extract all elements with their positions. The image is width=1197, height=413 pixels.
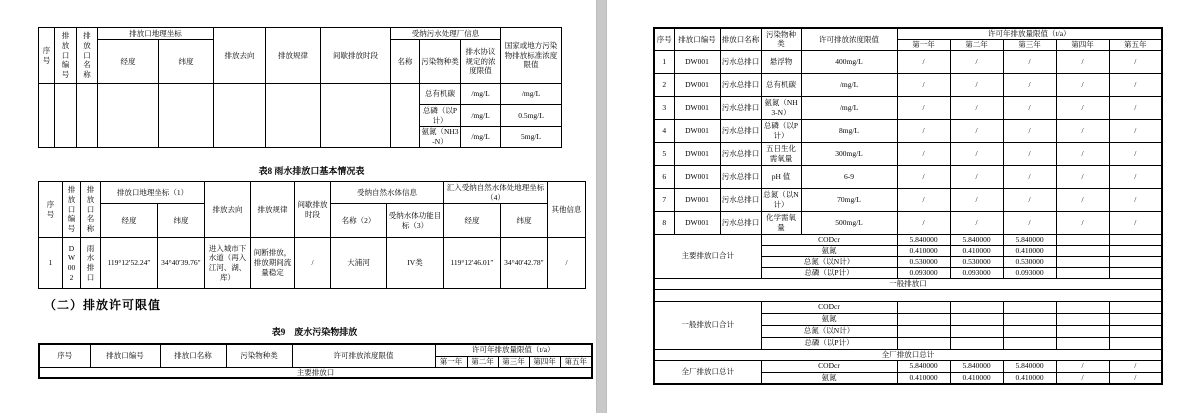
table-cell: 许可排放浓度限值 [801,28,897,50]
table-cell: 5.840000 [1003,234,1056,245]
permit-limits-table [653,27,1163,385]
table-cell: 其他信息 [548,182,586,238]
table-cell: 国家或地方污染物排放标准浓度限值 [501,28,562,84]
table-cell: DW001 [674,73,720,96]
table-cell [1003,301,1056,313]
table-cell: 序号 [39,344,90,367]
table-cell: 排放口编号 [63,182,81,238]
table-cell: 0.410000 [897,372,950,384]
table-cell: 0.410000 [1003,245,1056,256]
table-cell: / [950,50,1003,73]
table-cell: 名称 [391,40,420,84]
table-cell: /mg/L [801,73,897,96]
table-cell: 0.093000 [897,267,950,278]
table-cell: CODcr [761,301,897,313]
table-cell: 经度 [101,204,158,238]
table-cell [1003,325,1056,337]
table-cell: 化学需氧量 [761,211,801,234]
table-cell: 污水总排口 [720,73,761,96]
table-cell: 污染物种类 [420,40,461,84]
table-cell [950,337,1003,349]
table-cell [1109,301,1162,313]
table-cell [1109,313,1162,325]
table-cell [55,84,77,148]
table-cell [950,313,1003,325]
table-cell: /mg/L [461,105,501,127]
table-cell [77,84,98,148]
table-cell: / [1056,50,1109,73]
table-cell: 300mg/L [801,142,897,165]
table-cell: 0.093000 [950,267,1003,278]
table-cell: 氨氮 [761,372,897,384]
table-cell: 2 [654,73,674,96]
table-cell [1056,325,1109,337]
table-cell: 氨氮（NH3-N） [761,96,801,119]
table-cell: / [1056,73,1109,96]
table-cell: 0.410000 [897,245,950,256]
table-cell: / [1003,73,1056,96]
table-cell: / [1003,119,1056,142]
table-cell: 排放去向 [214,28,266,84]
document-page-right [607,0,1197,413]
table-cell: 70mg/L [801,188,897,211]
table-cell: 排放口名称 [77,28,98,84]
table-cell: 0.410000 [1003,372,1056,384]
table-cell: / [1056,360,1109,372]
table-cell: 5.840000 [897,234,950,245]
table-cell: DW001 [674,188,720,211]
table-cell: 4 [654,119,674,142]
table-cell: 总氮（以N计） [761,325,897,337]
table-cell: /mg/L [461,84,501,105]
table-cell: 0.5mg/L [501,105,562,127]
table-cell: 受纳自然水体信息 [331,182,444,204]
table-cell: / [1003,142,1056,165]
table-cell: 污水总排口 [720,211,761,234]
table-cell: 氨氮 [761,245,897,256]
sewage-outfall-continuation-table [38,27,562,148]
table-cell: / [897,73,950,96]
table-cell: 第二年 [467,356,498,367]
table-cell [1109,256,1162,267]
table-cell: 34°40′39.76″ [158,238,205,289]
table-cell: 排放口名称 [81,182,101,238]
table-cell: 排放规律 [266,28,321,84]
table-cell: / [1003,50,1056,73]
table-cell [950,325,1003,337]
table-cell: 5.840000 [897,360,950,372]
table-cell: / [1109,360,1162,372]
table-cell: 污水总排口 [720,142,761,165]
table-cell: / [950,142,1003,165]
table-cell: 第五年 [560,356,592,367]
table-cell [1056,313,1109,325]
table-cell: 第二年 [950,39,1003,50]
table-cell [391,84,420,148]
table-cell: 进入城市下水道（再入江河、湖、库） [205,238,251,289]
table-cell: 污染物种类 [761,28,801,50]
table-cell: / [1109,96,1162,119]
table-cell: 大浦河 [331,238,387,289]
wastewater-pollutant-table [38,343,593,379]
table-cell: / [897,50,950,73]
table-cell: DW001 [674,165,720,188]
table-cell: / [1109,211,1162,234]
table-cell [1109,337,1162,349]
table-cell: 污染物种类 [226,344,292,367]
table-cell [98,84,159,148]
table-cell: 1 [654,50,674,73]
table-cell: / [1056,119,1109,142]
table-cell: 6 [654,165,674,188]
table-cell: 总磷（以P计） [761,119,801,142]
table-cell: 5.840000 [950,360,1003,372]
table-cell: 第五年 [1109,39,1162,50]
table-cell: 1 [39,238,63,289]
table-cell [654,289,1162,301]
table-cell: DW001 [674,96,720,119]
table-cell: / [1056,142,1109,165]
table-cell: 污水总排口 [720,165,761,188]
table-cell: /mg/L [501,84,562,105]
table-cell: 第三年 [498,356,529,367]
table-cell: 受纳水体功能目标（3） [387,204,444,238]
table-cell: 全厂排放口总计 [654,349,1162,360]
table-cell: 污水总排口 [720,50,761,73]
table-cell: 34°40′42.78″ [501,238,548,289]
table-cell: 经度 [444,204,501,238]
table-cell: / [1003,188,1056,211]
table-cell: 排放口地理坐标（1） [101,182,205,204]
table-cell: CODcr [761,360,897,372]
table-cell: 间歇排放时段 [321,28,391,84]
table-cell: IV类 [387,238,444,289]
table-cell: 氨氮（NH3-N） [421,127,459,146]
table-cell [159,84,214,148]
table-cell [1003,337,1056,349]
table-cell: CODcr [761,234,897,245]
table-cell: 排放口编号 [55,28,77,84]
table-cell [1056,301,1109,313]
table-cell: 主要排放口合计 [654,234,761,278]
table-cell: 第一年 [897,39,950,50]
table-cell: 汇入受纳自然水体处地理坐标（4） [444,182,548,204]
table-cell: / [1109,165,1162,188]
table-cell: 间断排放，排放期间流量稳定 [251,238,295,289]
table-cell: / [548,238,586,289]
table-cell: 悬浮物 [761,50,801,73]
table-cell [1056,256,1109,267]
table-cell: 5 [654,142,674,165]
section-heading-discharge-limits: （二）排放许可限值 [44,298,162,312]
table-cell: 受纳污水处理厂信息 [391,28,501,40]
table-cell: 名称（2） [331,204,387,238]
table-cell: 第四年 [1056,39,1109,50]
table-cell: / [897,211,950,234]
table-cell [950,301,1003,313]
table-cell [266,84,321,148]
table-cell: 序号 [654,28,674,50]
table-cell: 间歇排放时段 [295,182,331,238]
table-cell [1003,313,1056,325]
table-cell: 许可年排放量限值（t/a） [897,28,1162,39]
table-cell: / [950,211,1003,234]
table-cell: 5mg/L [501,127,562,148]
table9-title: 表9 废水污染物排放 [271,327,358,337]
table-cell [1109,234,1162,245]
table-cell: / [950,119,1003,142]
table-cell [897,337,950,349]
table-cell: 经度 [98,40,159,84]
table-cell: 5.840000 [950,234,1003,245]
table-cell: / [1109,142,1162,165]
table-cell: / [1109,73,1162,96]
table-cell: / [1109,372,1162,384]
table-cell: 总氮（以N计） [761,188,801,211]
table-cell: 总有机碳 [420,84,461,105]
table-cell: 排水协议规定的浓度限值 [461,40,501,84]
table-cell [39,84,55,148]
table-cell: 纬度 [159,40,214,84]
table-cell: /mg/L [801,96,897,119]
table-cell: 排放口编号 [674,28,720,50]
table-cell [1109,267,1162,278]
table-cell [214,84,266,148]
table-cell: DW002 [63,238,81,289]
table-cell: 排放口编号 [90,344,160,367]
table-cell: / [897,96,950,119]
table-cell: / [1003,96,1056,119]
table-cell: 排放口名称 [720,28,761,50]
table-cell: 污水总排口 [720,188,761,211]
rainwater-outfall-table [38,181,586,289]
table-cell: 8mg/L [801,119,897,142]
table-cell: / [1056,211,1109,234]
table-cell [1109,325,1162,337]
table-cell: 一般排放口 [654,278,1162,289]
table-cell: / [1003,165,1056,188]
table-cell: / [1056,165,1109,188]
table-cell: 五日生化需氧量 [761,142,801,165]
table-cell: 0.530000 [1003,256,1056,267]
table-cell [897,325,950,337]
table-cell: 总磷（以P计） [761,337,897,349]
table-cell: 总氮（以N计） [761,256,897,267]
table-cell: /mg/L [461,127,501,148]
page-divider [596,0,607,413]
table-cell: 排放去向 [205,182,251,238]
table-cell: 总有机碳 [761,73,801,96]
table-cell: pH 值 [761,165,801,188]
table-cell: / [1109,188,1162,211]
table-cell: 排放口地理坐标 [98,28,214,40]
table-cell: DW001 [674,119,720,142]
table-cell: / [950,96,1003,119]
table-cell: 总磷（以P计） [420,105,461,127]
table-cell: / [950,188,1003,211]
table-cell [897,313,950,325]
table-cell: 纬度 [501,204,548,238]
table-cell: 总磷（以P计） [761,267,897,278]
table-cell: / [295,238,331,289]
table-cell [1056,267,1109,278]
table-cell: 5.840000 [1003,360,1056,372]
table-cell: / [1003,211,1056,234]
table-cell [1056,337,1109,349]
table-cell: 许可年排放量限值（t/a） [435,344,592,356]
table-cell: 119°12′46.01″ [444,238,501,289]
table-cell: 排放规律 [251,182,295,238]
table-cell [1056,234,1109,245]
table-cell: / [897,142,950,165]
table-cell: 雨水排口 [81,238,101,289]
table-cell: 0.530000 [950,256,1003,267]
table-cell: 7 [654,188,674,211]
table-cell: 一般排放口合计 [654,301,761,349]
table-cell: DW001 [674,142,720,165]
table-cell: 第四年 [529,356,560,367]
table-cell: 序号 [39,28,55,84]
table-cell: 第一年 [435,356,467,367]
table-cell: / [897,119,950,142]
table-cell: DW001 [674,50,720,73]
table-cell: 0.530000 [897,256,950,267]
table-cell: 氨氮 [761,313,897,325]
document-page-left [0,0,596,413]
table-cell: 序号 [39,182,63,238]
table-cell: 8 [654,211,674,234]
table-cell [1056,245,1109,256]
table-cell: 主要排放口 [39,367,592,378]
table-cell: / [950,165,1003,188]
table-cell: / [897,188,950,211]
table-cell: / [1056,188,1109,211]
table-cell: 6-9 [801,165,897,188]
table-cell: 0.093000 [1003,267,1056,278]
table-cell: 3 [654,96,674,119]
table-cell: / [897,165,950,188]
table-cell: / [1056,96,1109,119]
table-cell: DW001 [674,211,720,234]
table-cell: 污水总排口 [720,96,761,119]
table-cell: 许可排放浓度限值 [292,344,435,367]
table-cell: 污水总排口 [720,119,761,142]
table-cell: / [950,73,1003,96]
table-cell [1109,245,1162,256]
table-cell: / [1109,50,1162,73]
table-cell: 400mg/L [801,50,897,73]
table-cell: / [1109,119,1162,142]
table-cell: 排放口名称 [160,344,226,367]
table-cell: 纬度 [158,204,205,238]
table-cell: 500mg/L [801,211,897,234]
table-cell: 第三年 [1003,39,1056,50]
table-cell [897,301,950,313]
table-cell: 0.410000 [950,372,1003,384]
table-cell: / [1056,372,1109,384]
table-cell [321,84,391,148]
table-cell: 119°12′52.24″ [101,238,158,289]
table-cell: 0.410000 [950,245,1003,256]
table-cell: 全厂排放口总计 [654,360,761,384]
table8-title: 表8 雨水排放口基本情况表 [258,166,365,176]
